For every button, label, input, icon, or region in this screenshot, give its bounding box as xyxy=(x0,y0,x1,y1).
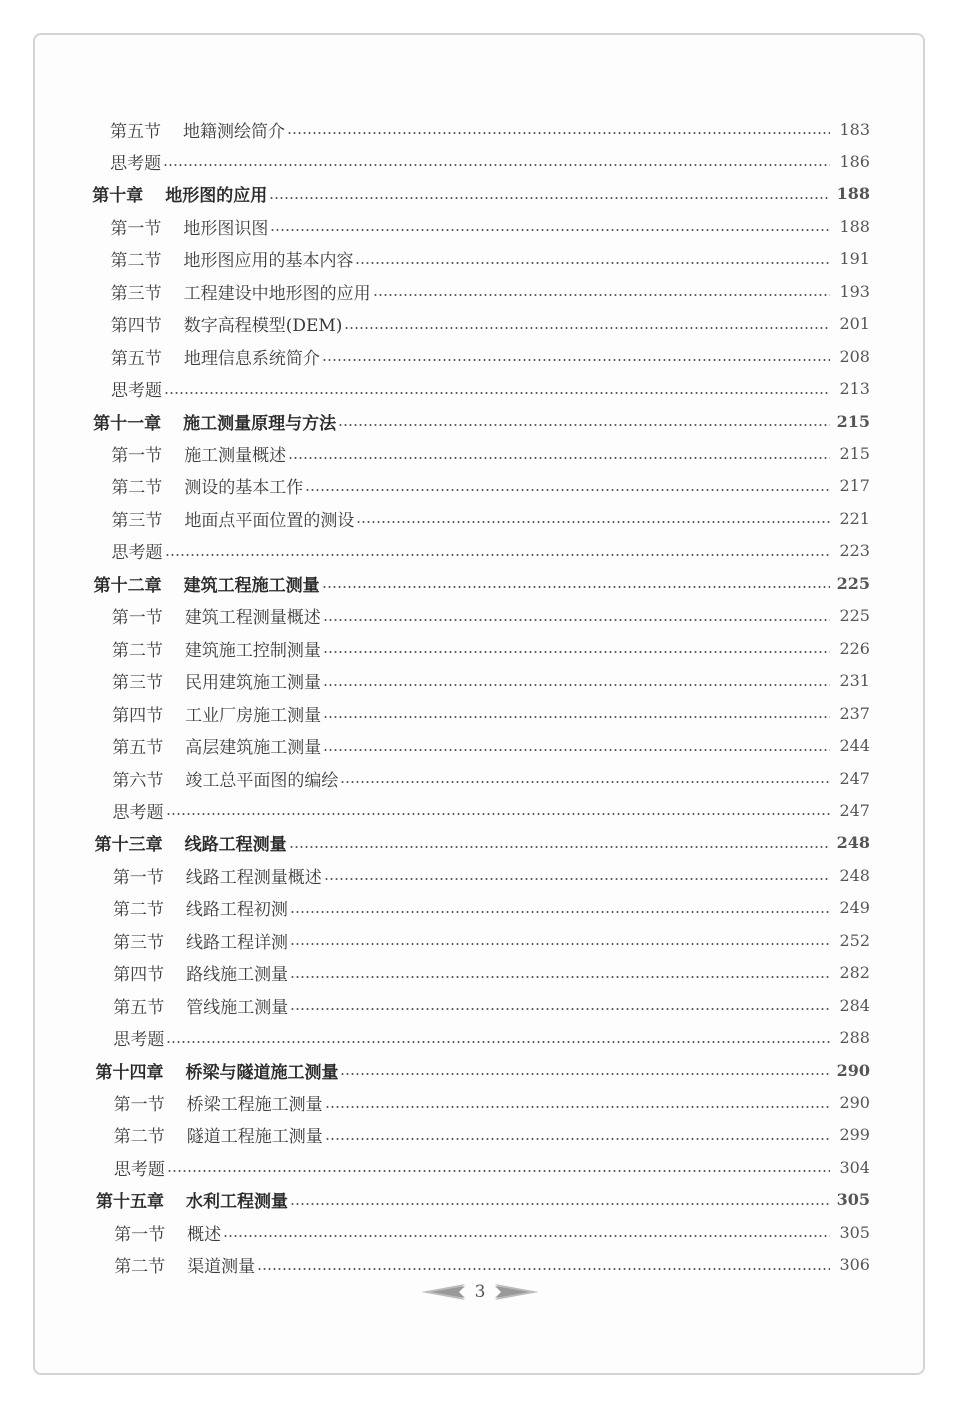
toc-entry-title: 建筑施工控制测量 xyxy=(184,640,321,661)
toc-entry-label: 第一节 xyxy=(111,446,163,466)
dot-leader xyxy=(340,781,830,783)
toc-entry-page: 226 xyxy=(839,638,870,658)
toc-entry-label: 第五节 xyxy=(113,997,165,1018)
toc-entry-title: 竣工总平面图的编绘 xyxy=(185,770,339,791)
toc-section-entry xyxy=(113,893,870,923)
toc-section-entry xyxy=(110,211,870,241)
toc-section-entry xyxy=(111,309,870,339)
toc-entry-title: 高层建筑施工测量 xyxy=(185,738,322,759)
toc-questions-entry xyxy=(113,795,870,825)
toc-entry-page: 304 xyxy=(839,1157,870,1177)
toc-entry-page: 191 xyxy=(839,249,870,269)
toc-section-entry xyxy=(111,276,870,306)
toc-section-entry xyxy=(114,1250,870,1280)
toc-entry-title: 桥梁与隧道施工测量 xyxy=(185,1062,339,1083)
dot-leader xyxy=(290,1203,830,1205)
toc-entry-title: 地理信息系统简介 xyxy=(183,348,320,369)
toc-entry-title: 线路工程初测 xyxy=(185,900,288,921)
toc-chapter-entry xyxy=(94,568,870,598)
dot-leader xyxy=(164,392,830,394)
toc-entry-title: 路线施工测量 xyxy=(186,965,289,986)
toc-section-entry xyxy=(112,601,870,631)
toc-chapter-entry xyxy=(96,1185,870,1215)
toc-entry-page: 215 xyxy=(839,444,870,463)
toc-entry-label: 第四节 xyxy=(110,316,162,337)
dot-leader xyxy=(324,878,830,880)
toc-entry-label: 第一节 xyxy=(112,867,164,888)
dot-leader xyxy=(323,749,830,751)
toc-questions-entry xyxy=(113,1023,870,1053)
page-footer xyxy=(0,1282,960,1302)
dot-leader xyxy=(305,489,830,491)
toc-entry-title: 水利工程测量 xyxy=(185,1192,288,1213)
toc-entry-page: 252 xyxy=(839,930,870,950)
toc-entry-page: 248 xyxy=(839,865,870,885)
toc-section-entry xyxy=(114,1088,870,1118)
toc-entry-title: 地籍测绘简介 xyxy=(183,121,285,142)
dot-leader xyxy=(340,1073,830,1075)
toc-entry-page: 231 xyxy=(839,671,870,691)
dot-leader xyxy=(338,424,830,426)
toc-entry-title: 隧道工程施工测量 xyxy=(186,1127,323,1148)
toc-entry-page: 284 xyxy=(839,995,870,1015)
toc-entry-label: 第三节 xyxy=(110,283,162,304)
toc-entry-title: 施工测量概述 xyxy=(184,446,287,466)
arrow-left-icon xyxy=(421,1284,465,1300)
toc-questions-entry xyxy=(112,536,870,566)
toc-entry-label: 第三节 xyxy=(112,673,164,694)
toc-entry-page: 248 xyxy=(836,833,870,853)
dot-leader xyxy=(290,911,830,913)
toc-entry-title: 施工测量原理与方法 xyxy=(183,413,337,434)
toc-entry-title: 渠道测量 xyxy=(187,1257,256,1278)
toc-entry-page: 247 xyxy=(839,768,870,788)
toc-entry-page: 288 xyxy=(839,1028,870,1048)
toc-entry-label: 第二节 xyxy=(113,1127,165,1148)
dot-leader xyxy=(323,684,830,686)
toc-section-entry xyxy=(111,341,870,371)
toc-section-entry xyxy=(111,439,870,469)
dot-leader xyxy=(323,716,830,718)
toc-chapter-entry xyxy=(95,828,870,858)
toc-entry-title: 工程建设中地形图的应用 xyxy=(183,283,371,304)
toc-entry-page: 193 xyxy=(839,281,870,301)
toc-entry-label: 第三节 xyxy=(111,510,163,531)
dot-leader xyxy=(290,943,830,945)
toc-entry-label: 第十三章 xyxy=(94,835,163,856)
toc-entry-page: 225 xyxy=(839,606,870,626)
toc-entry-title: 建筑工程施工测量 xyxy=(183,575,320,596)
toc-entry-label: 第二节 xyxy=(111,478,163,499)
toc-entry-label: 第十章 xyxy=(92,186,144,207)
toc-entry-title: 地形图识图 xyxy=(183,218,269,239)
toc-entry-title: 概述 xyxy=(187,1224,222,1245)
toc-section-entry xyxy=(113,925,870,955)
toc-entry-page: 225 xyxy=(836,573,870,593)
toc-entry-label: 第二节 xyxy=(114,1257,166,1278)
dot-leader xyxy=(323,651,830,653)
toc-entry-title: 地形图的应用 xyxy=(165,186,268,207)
dot-leader xyxy=(290,1008,830,1010)
toc-section-entry xyxy=(110,114,870,144)
toc-section-entry xyxy=(113,860,870,890)
dot-leader xyxy=(373,294,830,296)
toc-entry-label: 第十五章 xyxy=(95,1192,164,1213)
toc-entry-label: 第二节 xyxy=(111,640,163,661)
toc-entry-title: 思考题 xyxy=(113,1030,165,1051)
toc-entry-label: 第三节 xyxy=(113,932,164,953)
dot-leader xyxy=(355,262,830,264)
toc-questions-entry xyxy=(111,374,870,404)
toc-entry-page: 247 xyxy=(839,800,870,820)
dot-leader xyxy=(167,1170,830,1172)
toc-entry-page: 221 xyxy=(839,508,870,528)
toc-entry-title: 建筑工程测量概述 xyxy=(184,608,321,629)
dot-leader xyxy=(356,521,830,523)
dot-leader xyxy=(290,976,830,978)
toc-section-entry xyxy=(112,731,870,761)
toc-entry-label: 第五节 xyxy=(112,738,164,759)
toc-entry-title: 线路工程测量概述 xyxy=(185,867,322,888)
dot-leader xyxy=(270,229,830,231)
toc-entry-page: 305 xyxy=(836,1190,870,1210)
arrow-right-icon xyxy=(495,1284,539,1300)
toc-entry-page: 305 xyxy=(839,1222,870,1242)
toc-section-entry xyxy=(113,990,870,1020)
toc-entry-label: 第五节 xyxy=(110,121,161,142)
toc-entry-title: 思考题 xyxy=(110,381,162,402)
dot-leader xyxy=(287,132,830,134)
toc-entry-title: 思考题 xyxy=(113,1159,165,1180)
toc-entry-title: 工业厂房施工测量 xyxy=(185,705,322,726)
toc-entry-title: 测设的基本工作 xyxy=(184,478,304,499)
toc-entry-page: 215 xyxy=(836,411,870,431)
toc-entry-label: 第一节 xyxy=(113,1095,165,1115)
dot-leader xyxy=(166,813,830,815)
toc-entry-page: 213 xyxy=(839,379,870,399)
dot-leader xyxy=(269,197,830,199)
toc-chapter-entry xyxy=(93,406,870,436)
toc-entry-label: 第二节 xyxy=(110,251,162,272)
toc-entry-page: 244 xyxy=(839,736,870,756)
toc-entry-title: 思考题 xyxy=(112,802,164,823)
toc-entry-title: 思考题 xyxy=(110,153,162,174)
dot-leader xyxy=(325,1106,830,1108)
dot-leader xyxy=(166,1041,830,1043)
toc-entry-page: 299 xyxy=(839,1125,870,1145)
toc-section-entry xyxy=(111,471,870,501)
toc-entry-label: 第二节 xyxy=(112,900,164,921)
toc-section-entry xyxy=(113,958,870,988)
toc-entry-title: 管线施工测量 xyxy=(186,997,289,1018)
dot-leader xyxy=(322,586,830,588)
toc-entry-label: 第四节 xyxy=(113,965,165,986)
toc-section-entry xyxy=(112,666,870,696)
toc-entry-title: 思考题 xyxy=(111,543,163,564)
toc-entry-page: 290 xyxy=(839,1093,870,1112)
dot-leader xyxy=(325,1138,830,1140)
toc-chapter-entry xyxy=(95,1055,870,1085)
toc-entry-label: 第十四章 xyxy=(95,1062,164,1083)
toc-entry-page: 217 xyxy=(839,476,870,496)
toc-section-entry xyxy=(112,763,870,793)
toc-section-entry xyxy=(112,633,870,663)
toc-entry-title: 线路工程详测 xyxy=(186,932,288,953)
dot-leader xyxy=(288,457,830,459)
toc-section-entry xyxy=(112,698,870,728)
toc-entry-label: 第六节 xyxy=(112,770,164,791)
toc-entry-label: 第四节 xyxy=(112,705,164,726)
dot-leader xyxy=(223,1235,830,1237)
dot-leader xyxy=(163,164,830,166)
toc-questions-entry xyxy=(114,1152,870,1182)
toc-entry-label: 第一节 xyxy=(111,608,163,629)
toc-entry-label: 第十一章 xyxy=(93,413,162,434)
toc-entry-page: 186 xyxy=(839,151,870,171)
page-number: 3 xyxy=(474,1282,486,1302)
dot-leader xyxy=(344,327,830,329)
dot-leader xyxy=(257,1268,830,1270)
toc-entry-page: 223 xyxy=(839,541,870,561)
dot-leader xyxy=(165,554,830,556)
toc-chapter-entry xyxy=(92,179,870,209)
toc-entry-page: 237 xyxy=(839,703,870,723)
dot-leader xyxy=(322,359,830,361)
toc-questions-entry xyxy=(110,146,870,176)
toc-entry-label: 第十二章 xyxy=(93,575,162,596)
toc-entry-page: 306 xyxy=(839,1255,870,1275)
toc-entry-label: 第五节 xyxy=(110,348,162,369)
toc-entry-page: 249 xyxy=(839,898,870,918)
toc-section-entry xyxy=(114,1120,870,1150)
toc-entry-page: 188 xyxy=(836,184,870,204)
toc-entry-page: 290 xyxy=(836,1060,870,1080)
toc-entry-label: 第一节 xyxy=(110,218,162,239)
toc-entry-title: 地形图应用的基本内容 xyxy=(183,251,354,272)
toc-entry-page: 183 xyxy=(839,119,870,139)
toc-entry-page: 188 xyxy=(839,216,870,236)
toc-entry-page: 282 xyxy=(839,963,870,983)
toc-entry-title: 民用建筑施工测量 xyxy=(185,673,322,694)
dot-leader xyxy=(289,846,830,848)
toc-entry-title: 桥梁工程施工测量 xyxy=(186,1095,323,1115)
toc-entry-title: 线路工程测量 xyxy=(184,835,287,856)
toc-entry-page: 201 xyxy=(839,314,870,334)
dot-leader xyxy=(323,619,830,621)
toc-entry-title: 地面点平面位置的测设 xyxy=(184,510,355,531)
toc-section-entry xyxy=(110,244,870,274)
toc-section-entry xyxy=(114,1217,870,1247)
toc-entry-title: 数字高程模型(DEM) xyxy=(183,316,343,337)
toc-entry-label: 第一节 xyxy=(114,1224,166,1245)
toc-entry-page: 208 xyxy=(839,346,870,366)
toc-section-entry xyxy=(111,503,870,533)
